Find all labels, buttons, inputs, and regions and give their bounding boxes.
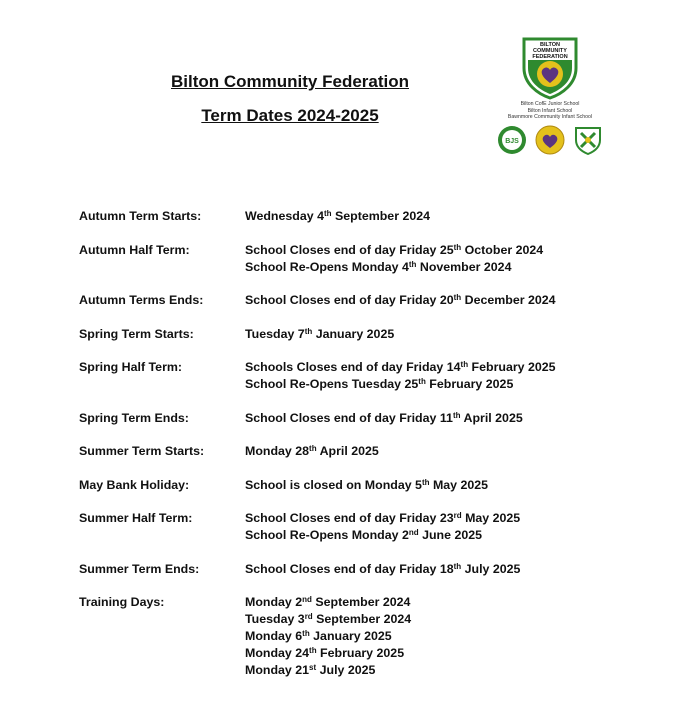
date-text: Tuesday 3 bbox=[245, 612, 305, 626]
term-dates bbox=[245, 326, 639, 343]
ordinal-suffix: th bbox=[453, 561, 462, 571]
ordinal-suffix: th bbox=[323, 209, 332, 218]
ordinal-suffix: th bbox=[408, 259, 417, 269]
term-dates bbox=[245, 359, 639, 393]
ordinal-suffix: th bbox=[452, 410, 461, 420]
date-line bbox=[245, 510, 639, 527]
date-text: May 2025 bbox=[461, 511, 521, 525]
shield-badge-icon bbox=[573, 125, 603, 155]
term-label: Autumn Terms Ends: bbox=[79, 293, 204, 307]
date-text: Schools Closes end of day Friday 14 bbox=[245, 360, 461, 374]
badge-line-2: COMMUNITY bbox=[533, 48, 567, 54]
date-text: School is closed on Monday 5 bbox=[245, 477, 422, 492]
date-text: School Closes end of day Friday 20 bbox=[245, 293, 454, 307]
date-text: School Closes end of day Friday 25 bbox=[245, 242, 454, 257]
federation-logo-block bbox=[490, 36, 610, 155]
term-label: Autumn Term Starts: bbox=[79, 209, 202, 223]
term-dates bbox=[245, 477, 639, 494]
badge-line-1: BILTON bbox=[540, 42, 560, 48]
school-name: Bawnmore Community Infant School bbox=[507, 114, 593, 120]
date-text: October 2024 bbox=[461, 242, 544, 257]
date-line bbox=[245, 443, 639, 460]
term-row bbox=[79, 326, 639, 343]
date-text: July 2025 bbox=[461, 561, 521, 576]
date-text: December 2024 bbox=[461, 293, 556, 307]
ordinal-suffix: th bbox=[418, 377, 426, 386]
date-text: Monday 21 bbox=[245, 663, 310, 677]
date-text: Monday 24 bbox=[245, 646, 310, 660]
term-label: Spring Half Term: bbox=[79, 360, 183, 374]
term-row bbox=[79, 292, 639, 309]
term-row bbox=[79, 477, 639, 494]
date-line bbox=[245, 645, 639, 662]
date-text: Monday 2 bbox=[245, 595, 303, 609]
ordinal-suffix: rd bbox=[453, 511, 462, 520]
date-line bbox=[245, 410, 639, 427]
ordinal-suffix: th bbox=[302, 629, 310, 638]
date-text: January 2025 bbox=[309, 629, 392, 643]
date-text: May 2025 bbox=[429, 477, 489, 492]
date-line bbox=[245, 662, 639, 679]
ordinal-suffix: rd bbox=[304, 612, 313, 621]
date-line bbox=[245, 326, 639, 343]
date-text: School Closes end of day Friday 11 bbox=[245, 410, 453, 425]
term-row bbox=[79, 359, 639, 393]
term-row bbox=[79, 443, 639, 460]
date-text: School Closes end of day Friday 23 bbox=[245, 511, 454, 525]
date-text: Monday 6 bbox=[245, 629, 303, 643]
date-line bbox=[245, 376, 639, 393]
ordinal-suffix: th bbox=[453, 293, 462, 302]
ordinal-suffix: nd bbox=[302, 595, 312, 604]
federation-shield-icon bbox=[520, 36, 580, 100]
date-line bbox=[245, 259, 639, 276]
date-line bbox=[245, 611, 639, 628]
ordinal-suffix: nd bbox=[408, 528, 419, 537]
date-line bbox=[245, 359, 639, 376]
term-dates bbox=[245, 208, 639, 225]
term-label: Summer Term Starts: bbox=[79, 444, 205, 458]
school-names bbox=[490, 101, 610, 121]
term-row bbox=[79, 561, 639, 578]
term-dates bbox=[245, 443, 639, 460]
term-dates bbox=[245, 594, 639, 679]
term-label: Summer Half Term: bbox=[79, 511, 193, 525]
date-text: November 2024 bbox=[416, 259, 512, 274]
term-label: Summer Term Ends: bbox=[79, 561, 200, 576]
date-text: June 2025 bbox=[418, 528, 483, 542]
term-label: Training Days: bbox=[79, 595, 165, 609]
date-text: September 2024 bbox=[312, 612, 412, 626]
term-dates bbox=[245, 561, 639, 578]
ordinal-suffix: th bbox=[309, 646, 317, 655]
term-label: May Bank Holiday: bbox=[79, 477, 190, 492]
bjs-badge-icon bbox=[497, 125, 527, 155]
term-label: Autumn Half Term: bbox=[79, 242, 190, 257]
ordinal-suffix: st bbox=[309, 663, 317, 672]
date-text: September 2024 bbox=[311, 595, 411, 609]
date-text: Monday 28 bbox=[245, 444, 310, 458]
date-line bbox=[245, 477, 639, 494]
badge-line-3: FEDERATION bbox=[532, 54, 568, 60]
ordinal-suffix: th bbox=[304, 326, 313, 336]
term-dates bbox=[245, 410, 639, 427]
term-dates bbox=[245, 510, 639, 544]
date-line bbox=[245, 208, 639, 225]
term-dates bbox=[245, 242, 639, 276]
date-text: February 2025 bbox=[316, 646, 405, 660]
date-text: April 2025 bbox=[460, 410, 523, 425]
date-text: School Closes end of day Friday 18 bbox=[245, 561, 454, 576]
date-text: January 2025 bbox=[312, 326, 395, 341]
date-line bbox=[245, 561, 639, 578]
school-name: Bilton CofE Junior School bbox=[520, 101, 580, 107]
date-text: Wednesday 4 bbox=[245, 209, 324, 223]
date-text: School Re-Opens Tuesday 25 bbox=[245, 377, 419, 391]
date-line bbox=[245, 628, 639, 645]
term-row bbox=[79, 208, 639, 225]
page-subtitle: Term Dates 2024-2025 bbox=[201, 106, 379, 125]
document-header bbox=[130, 72, 450, 126]
term-dates bbox=[245, 292, 639, 309]
term-row bbox=[79, 242, 639, 276]
date-text: July 2025 bbox=[316, 663, 376, 677]
date-text: School Re-Opens Monday 2 bbox=[245, 528, 409, 542]
bjs-badge-text: BJS bbox=[505, 137, 519, 145]
date-line bbox=[245, 527, 639, 544]
date-text: February 2025 bbox=[425, 377, 514, 391]
date-text: April 2025 bbox=[316, 444, 379, 458]
term-row bbox=[79, 410, 639, 427]
term-row bbox=[79, 594, 639, 679]
date-text: School Re-Opens Monday 4 bbox=[245, 259, 409, 274]
date-line bbox=[245, 242, 639, 259]
school-name: Bilton Infant School bbox=[527, 107, 573, 114]
school-logos bbox=[490, 125, 610, 155]
ordinal-suffix: th bbox=[421, 477, 430, 487]
ordinal-suffix: th bbox=[460, 360, 469, 369]
date-text: September 2024 bbox=[331, 209, 431, 223]
date-line bbox=[245, 594, 639, 611]
date-text: February 2025 bbox=[468, 360, 556, 374]
ordinal-suffix: th bbox=[309, 444, 317, 453]
heart-badge-icon bbox=[535, 125, 565, 155]
term-dates-table bbox=[79, 208, 639, 696]
date-text: Tuesday 7 bbox=[245, 326, 305, 341]
date-line bbox=[245, 292, 639, 309]
term-row bbox=[79, 510, 639, 544]
page-title: Bilton Community Federation bbox=[171, 72, 409, 91]
ordinal-suffix: th bbox=[453, 242, 462, 252]
term-label: Spring Term Starts: bbox=[79, 326, 194, 341]
term-label: Spring Term Ends: bbox=[79, 410, 189, 425]
